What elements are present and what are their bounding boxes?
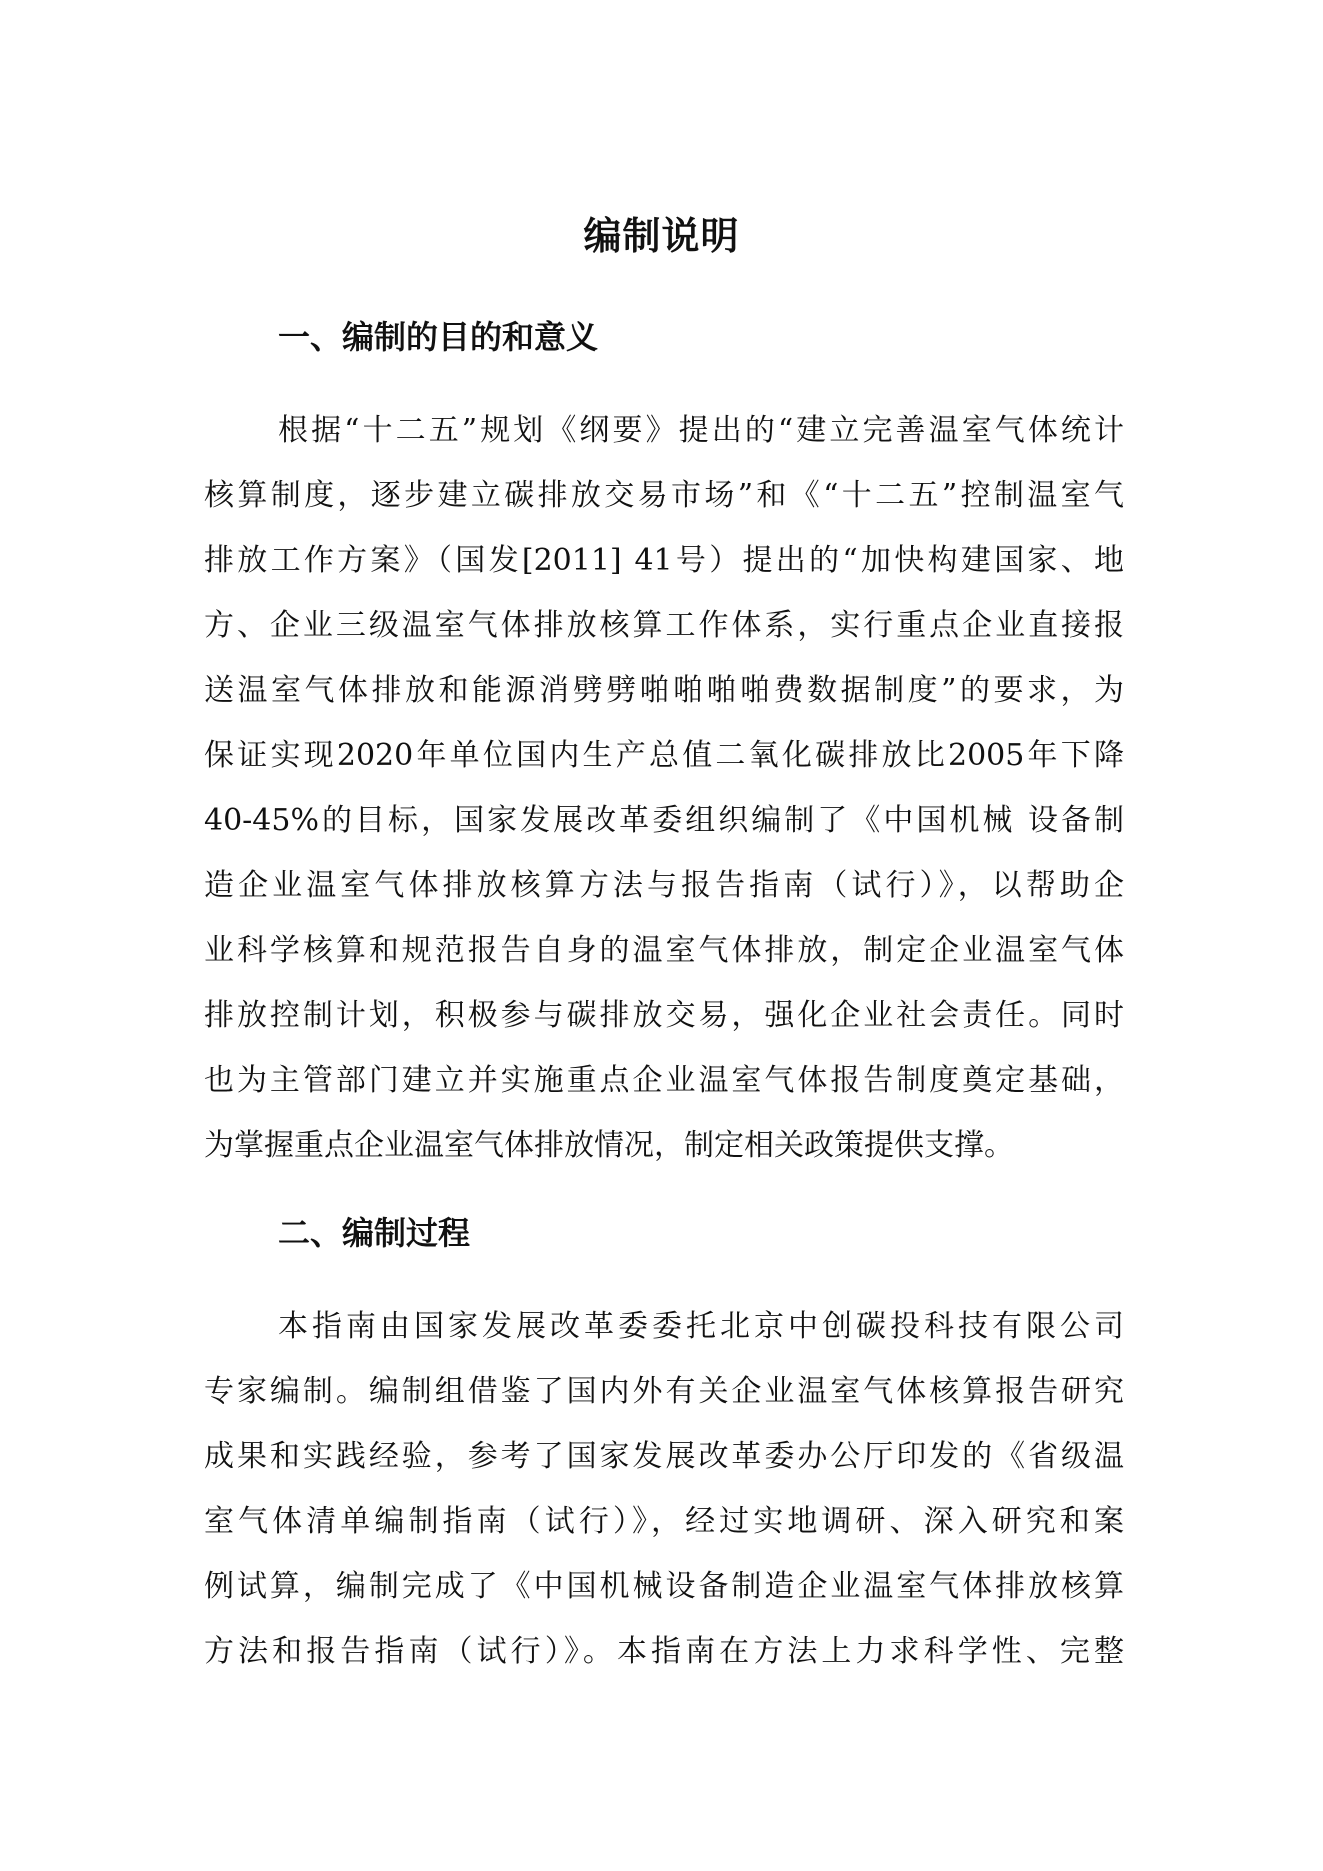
paragraph-line: 排放控制计划，积极参与碳排放交易，强化企业社会责任。同时	[204, 998, 1124, 1033]
paragraph-line: 室气体清单编制指南（试行）》，经过实地调研、深入研究和案	[204, 1504, 1124, 1539]
paragraph-line: 造企业温室气体排放核算方法与报告指南（试行）》，以帮助企	[204, 868, 1124, 903]
paragraph-line: 排放工作方案》（国发[2011] 41号）提出的“加快构建国家、地	[204, 543, 1124, 578]
section-paragraph-purpose	[204, 398, 1124, 1178]
paragraph-line: 送温室气体排放和能源消劈劈啪啪啪啪费数据制度”的要求，为	[204, 673, 1124, 708]
paragraph-line: 为掌握重点企业温室气体排放情况，制定相关政策提供支撑。	[204, 1128, 1014, 1163]
paragraph-line: 方法和报告指南（试行）》。本指南在方法上力求科学性、完整	[204, 1634, 1124, 1669]
paragraph-line: 方、企业三级温室气体排放核算工作体系，实行重点企业直接报	[204, 608, 1124, 643]
paragraph-line: 专家编制。编制组借鉴了国内外有关企业温室气体核算报告研究	[204, 1374, 1124, 1409]
paragraph-line: 保证实现2020年单位国内生产总值二氧化碳排放比2005年下降	[204, 738, 1124, 773]
paragraph-line: 也为主管部门建立并实施重点企业温室气体报告制度奠定基础，	[204, 1063, 1124, 1098]
document-title: 编制说明	[583, 214, 740, 258]
section-paragraph-process	[204, 1294, 1124, 1684]
paragraph-line: 40-45%的目标，国家发展改革委组织编制了《中国机械 设备制	[204, 803, 1124, 838]
paragraph-line: 例试算，编制完成了《中国机械设备制造企业温室气体排放核算	[204, 1569, 1124, 1604]
paragraph-line: 成果和实践经验，参考了国家发展改革委办公厅印发的《省级温	[204, 1439, 1124, 1474]
paragraph-line: 业科学核算和规范报告自身的温室气体排放，制定企业温室气体	[204, 933, 1124, 968]
section-heading-process: 二、编制过程	[278, 1214, 471, 1252]
paragraph-line: 核算制度，逐步建立碳排放交易市场”和《“十二五”控制温室气	[204, 478, 1124, 513]
paragraph-line: 本指南由国家发展改革委委托北京中创碳投科技有限公司	[278, 1309, 1124, 1344]
section-heading-purpose: 一、编制的目的和意义	[278, 318, 599, 356]
paragraph-line: 根据“十二五”规划《纲要》提出的“建立完善温室气体统计	[278, 413, 1124, 448]
